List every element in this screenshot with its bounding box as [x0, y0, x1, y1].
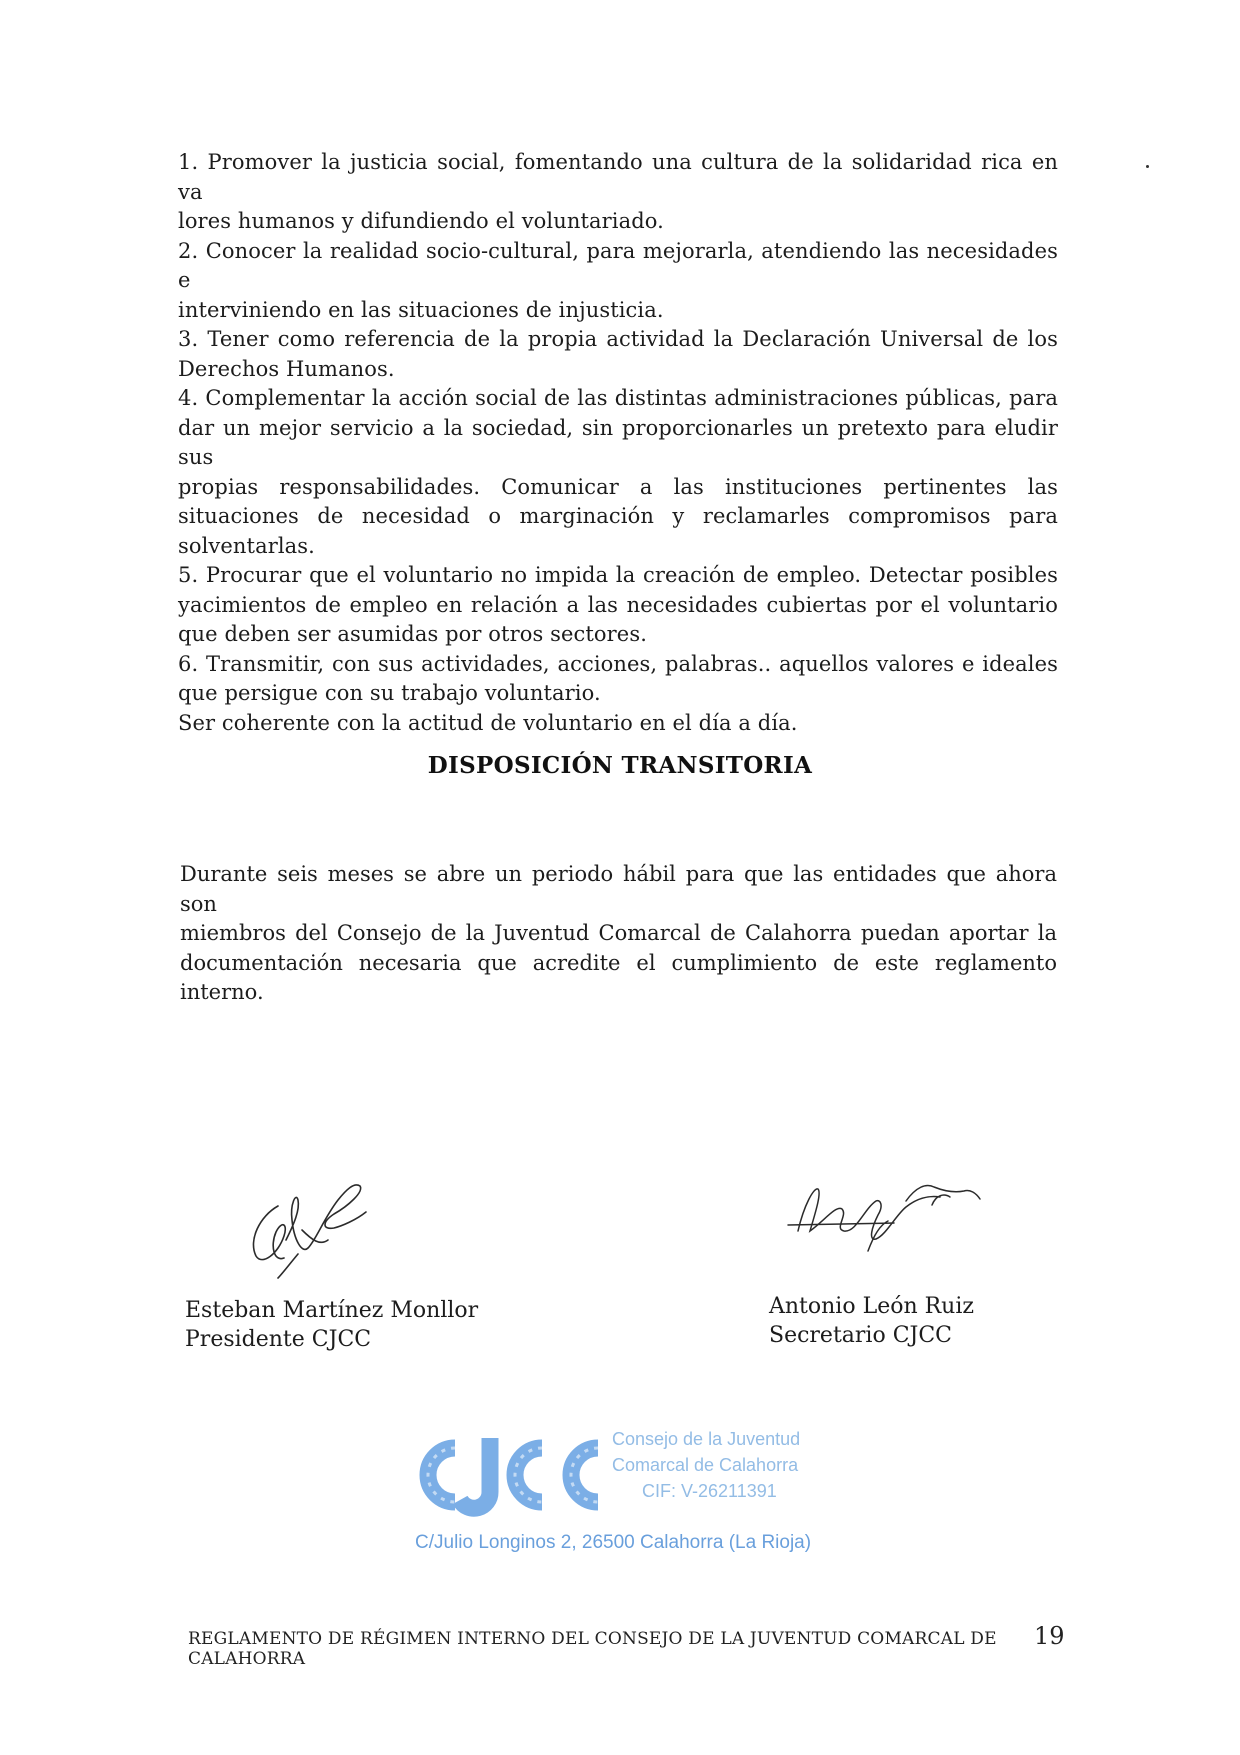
signatory-secretary: [769, 1292, 974, 1350]
list-item-line: situaciones de necesidad o marginación y reclamarles compromisos para: [178, 504, 1058, 528]
list-item-line: 3. Tener como referencia de la propia actividad la Declaración Universal de los: [178, 327, 1058, 351]
objectives-list: [178, 148, 1058, 738]
stamp-text: [612, 1426, 832, 1504]
signatory-name: Esteban Martínez Monllor: [185, 1298, 479, 1323]
list-item-line: 4. Complementar la acción social de las distintas administraciones públicas, para: [178, 386, 1058, 410]
list-item-line: 5. Procurar que el voluntario no impida la creación de empleo. Detectar posibles: [178, 563, 1058, 587]
signatory-role: Presidente CJCC: [185, 1327, 372, 1352]
stamp-line: Consejo de la Juventud: [612, 1429, 801, 1449]
section-heading: DISPOSICIÓN TRANSITORIA: [427, 752, 813, 779]
signatory-president: [185, 1296, 478, 1354]
list-item-line: que persigue con su trabajo voluntario.: [178, 681, 601, 705]
list-item-line: yacimientos de empleo en relación a las necesidades cubiertas por el voluntario: [178, 592, 1058, 617]
stamp-line: Comarcal de Calahorra: [612, 1455, 799, 1475]
list-item-line: solventarlas.: [178, 533, 315, 558]
page-number: 19: [1034, 1622, 1065, 1650]
paragraph-line: documentación necesaria que acredite el cumplimiento de este reglamento: [180, 950, 1057, 975]
paragraph-line: miembros del Consejo de la Juventud Comarcal de Calahorra puedan aportar la: [180, 921, 1057, 945]
stamp-address: C/Julio Longinos 2, 26500 Calahorra (La Rioja): [415, 1532, 812, 1553]
list-item-line: Derechos Humanos.: [178, 356, 395, 381]
list-item-line: Ser coherente con la actitud de voluntario en el día a día.: [178, 710, 798, 735]
signatory-name: Antonio León Ruiz: [769, 1294, 974, 1319]
list-item-line: dar un mejor servicio a la sociedad, sin proporcionarles un pretexto para eludir sus: [178, 415, 1058, 469]
list-item-line: lores humanos y difundiendo el voluntariado.: [178, 209, 664, 233]
paragraph-line: Durante seis meses se abre un periodo hábil para que las entidades que ahora son: [180, 862, 1057, 916]
list-item-line: que deben ser asumidas por otros sectores.: [178, 622, 647, 646]
list-item-line: 6. Transmitir, con sus actividades, acciones, palabras.. aquellos valores e ideales: [178, 651, 1058, 676]
list-item-line: 1. Promover la justicia social, fomentando una cultura de la solidaridad rica en va: [178, 150, 1058, 204]
paragraph-line: interno.: [180, 980, 264, 1004]
transitional-provision-paragraph: [180, 860, 1057, 1008]
list-item-line: interviniendo en las situaciones de injusticia.: [178, 297, 664, 322]
signature-secretary: [784, 1165, 984, 1265]
page-footer-title: REGLAMENTO DE RÉGIMEN INTERNO DEL CONSEJO DE LA JUVENTUD COMARCAL DE CALAHORRA: [188, 1629, 997, 1669]
cjcc-logo: [410, 1420, 610, 1530]
list-item-line: propias responsabilidades. Comunicar a las instituciones pertinentes las: [178, 474, 1058, 499]
organization-stamp: [410, 1420, 830, 1570]
signature-president: [238, 1170, 378, 1280]
stamp-line: CIF: V-26211391: [642, 1481, 777, 1501]
scan-speck: [1146, 165, 1149, 168]
signatory-role: Secretario CJCC: [769, 1323, 953, 1348]
list-item-line: 2. Conocer la realidad socio-cultural, para mejorarla, atendiendo las necesidades e: [178, 238, 1058, 292]
